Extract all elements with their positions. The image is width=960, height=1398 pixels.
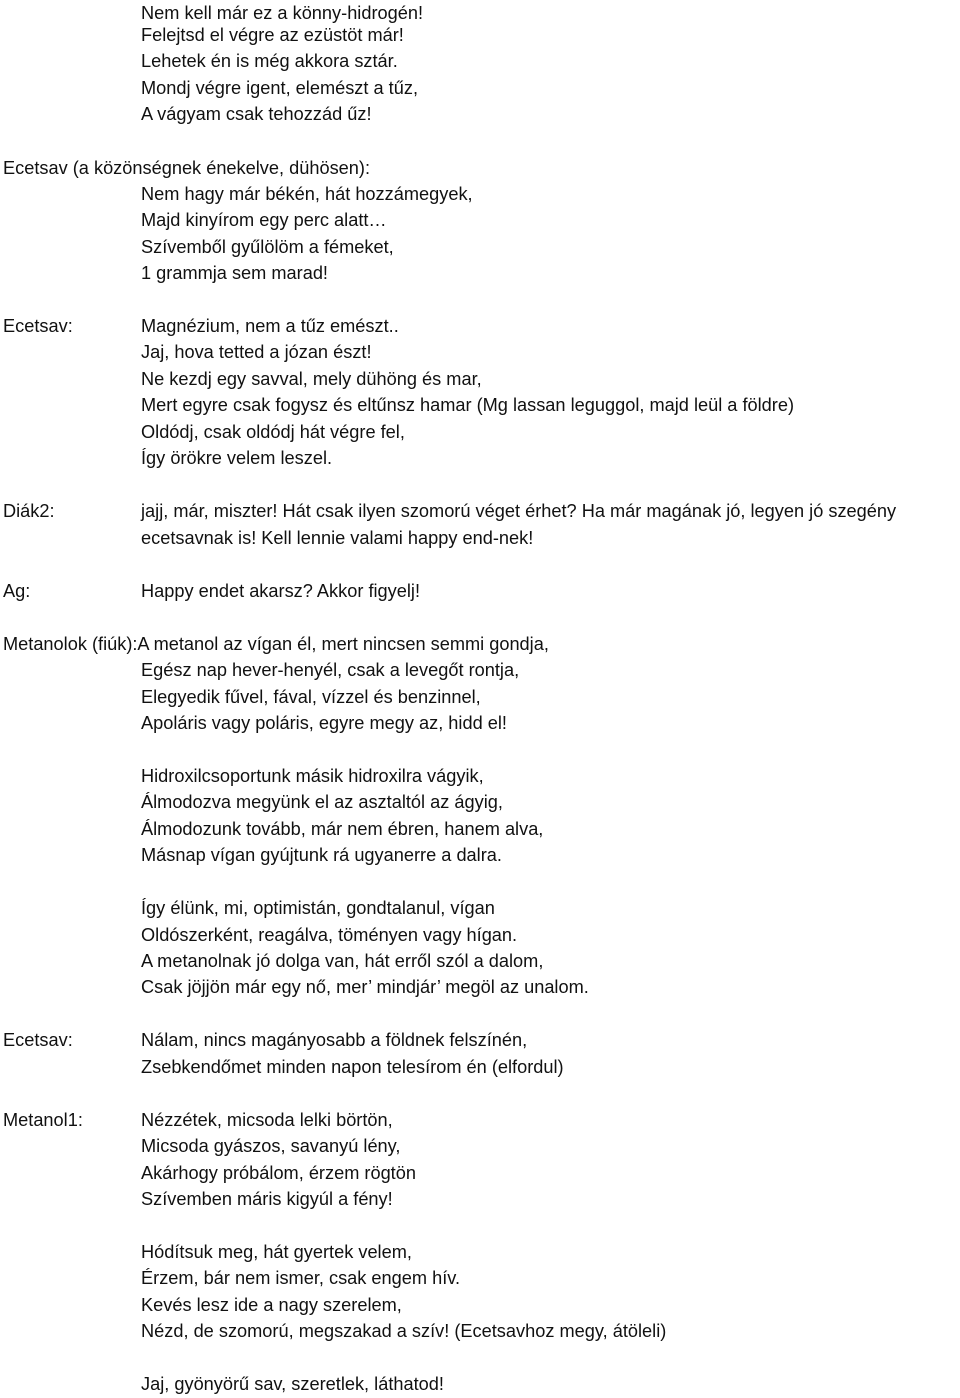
verse-line: Szívemben máris kigyúl a fény! [141,1189,393,1209]
verse-line: Elegyedik fűvel, fával, vízzel és benzinnel, [141,687,481,707]
verse-line: Lehetek én is még akkora sztár. [141,51,398,71]
verse-line: Csak jöjjön már egy nő, mer’ mindjár’ megöl az unalom. [141,977,589,997]
verse-line: Érzem, bár nem ismer, csak engem hív. [141,1268,461,1288]
verse-line: Mondj végre igent, elemészt a tűz, [141,78,418,98]
dialogue-line: Happy endet akarsz? Akkor figyelj! [141,581,421,601]
verse-line: A vágyam csak tehozzád űz! [141,104,372,124]
dialogue-line: jajj, már, miszter! Hát csak ilyen szomorú véget érhet? Ha már magának jó, legyen jó szegény [141,501,897,521]
verse-line: Oldószerként, reagálva, töményen vagy hígan. [141,925,518,945]
verse-line: Nálam, nincs magányosabb a földnek felszínén, [141,1030,528,1050]
verse-line: Így élünk, mi, optimistán, gondtalanul, vígan [141,898,495,918]
verse-line: Zsebkendőmet minden napon telesírom én (elfordul) [141,1057,564,1077]
verse-line: Kevés lesz ide a nagy szerelem, [141,1295,402,1315]
speaker-label: Diák2: [3,501,55,521]
verse-line: A metanolnak jó dolga van, hát erről szól a dalom, [141,951,544,971]
verse-line: Másnap vígan gyújtunk rá ugyanerre a dalra. [141,845,502,865]
verse-line: 1 grammja sem marad! [141,263,328,283]
stage-heading: Ecetsav (a közönségnek énekelve, dühösen): [3,158,371,178]
verse-line: Így örökre velem leszel. [141,448,333,468]
speaker-label: Metanol1: [3,1110,83,1130]
verse-line: Akárhogy próbálom, érzem rögtön [141,1163,416,1183]
verse-line: Hidroxilcsoportunk másik hidroxilra vágyik, [141,766,484,786]
verse-line: Álmodozunk tovább, már nem ébren, hanem alva, [141,819,544,839]
speaker-label: Ecetsav: [3,316,73,336]
verse-line: Jaj, gyönyörű sav, szeretlek, láthatod! [141,1374,444,1394]
speaker-label: Ag: [3,581,31,601]
verse-line: Nézzétek, micsoda lelki börtön, [141,1110,393,1130]
verse-line: Magnézium, nem a tűz emészt.. [141,316,399,336]
verse-line: Hódítsuk meg, hát gyertek velem, [141,1242,412,1262]
verse-line: Oldódj, csak oldódj hát végre fel, [141,422,405,442]
verse-line: Szívemből gyűlölöm a fémeket, [141,237,394,257]
verse-line: Majd kinyírom egy perc alatt… [141,210,387,230]
verse-line: Felejtsd el végre az ezüstöt már! [141,25,404,45]
verse-line: Ne kezdj egy savval, mely dühöng és mar, [141,369,482,389]
verse-line: Álmodozva megyünk el az asztaltól az ágyig, [141,792,503,812]
verse-line: Micsoda gyászos, savanyú lény, [141,1136,401,1156]
speaker-label: Ecetsav: [3,1030,73,1050]
verse-line: Apoláris vagy poláris, egyre megy az, hidd el! [141,713,507,733]
verse-line: Mert egyre csak fogysz és eltűnsz hamar (Mg lassan leguggol, majd leül a földre) [141,395,795,415]
verse-line: Jaj, hova tetted a józan észt! [141,342,372,362]
verse-line: Nem hagy már békén, hát hozzámegyek, [141,184,473,204]
dialogue-line: ecetsavnak is! Kell lennie valami happy end-nek! [141,528,534,548]
verse-line: Nézd, de szomorú, megszakad a szív! (Ecetsavhoz megy, átöleli) [141,1321,667,1341]
verse-line: Nem kell már ez a könny-hidrogén! [141,3,424,23]
verse-line: Egész nap hever-henyél, csak a levegőt rontja, [141,660,520,680]
stage-heading: Metanolok (fiúk):A metanol az vígan él, mert nincsen semmi gondja, [3,634,549,654]
